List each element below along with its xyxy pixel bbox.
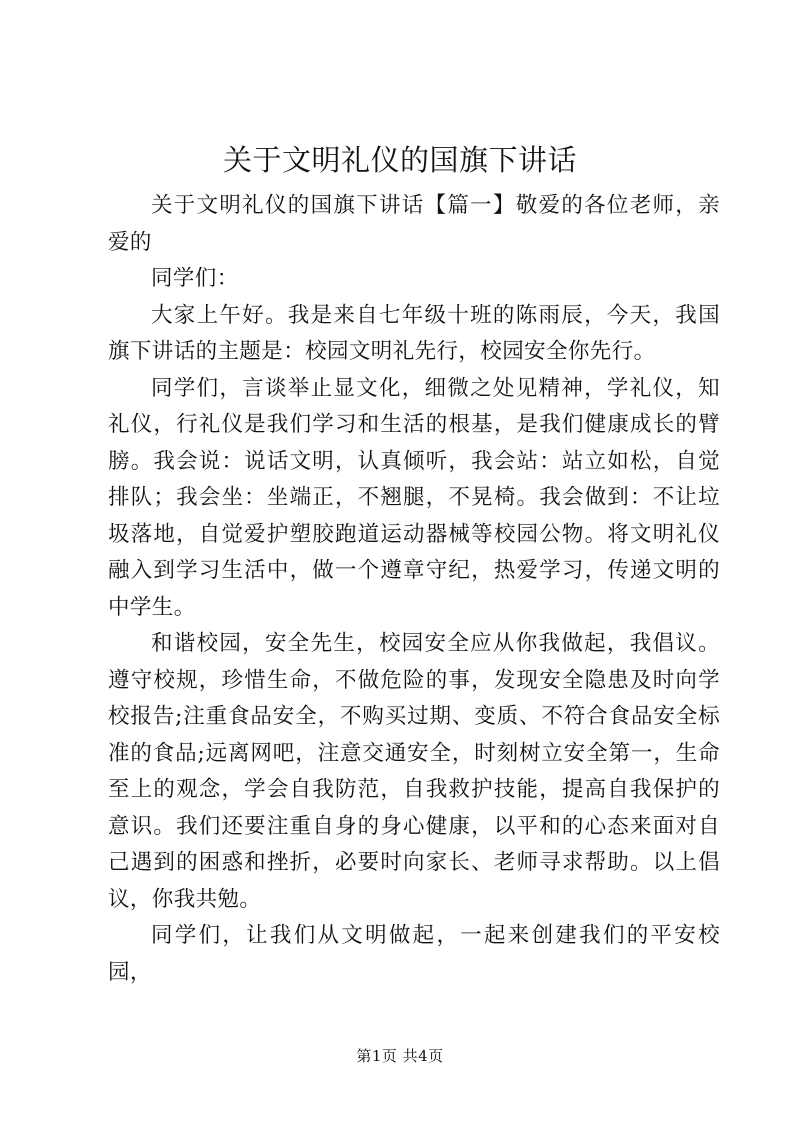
paragraph-3: 大家上午好。我是来自七年级十班的陈雨辰，今天，我国旗下讲话的主题是：校园文明礼先行，校园安全你先行。: [108, 302, 720, 364]
page-number-footer: 第1页 共4页: [356, 1047, 444, 1065]
paragraph-5: 和谐校园，安全先生，校园安全应从你我做起，我倡议。遵守校规，珍惜生命，不做危险的事，发现安全隐患及时向学校报告;注重食品安全，不购买过期、变质、不符合食品安全标准的食品;远离网吧，注意交通安全，时刻树立安全第一，生命至上的观念，学会自我防范，自我救护技能，提高自我保护的意识。我们还要注重自身的身心健康，以平和的心态来面对自己遇到的困惑和挫折，必要时向家长、老师寻求帮助。以上倡议，你我共勉。: [108, 631, 720, 912]
paragraph-4: 同学们，言谈举止显文化，细微之处见精神，学礼仪，知礼仪，行礼仪是我们学习和生活的根基，是我们健康成长的臂膀。我会说：说话文明，认真倾听，我会站：站立如松，自觉排队；我会坐：坐端正，不翘腿，不晃椅。我会做到：不让垃圾落地，自觉爱护塑胶跑道运动器械等校园公物。将文明礼仪融入到学习生活中，做一个遵章守纪，热爱学习，传递文明的中学生。: [108, 375, 720, 620]
paragraph-2: 同学们：: [151, 266, 239, 291]
paragraph-1: 关于文明礼仪的国旗下讲话【篇一】敬爱的各位老师，亲爱的: [108, 193, 720, 255]
document-title: 关于文明礼仪的国旗下讲话: [222, 143, 577, 177]
paragraph-6: 同学们，让我们从文明做起，一起来创建我们的平安校园，: [108, 923, 720, 985]
document-body: [108, 188, 720, 991]
